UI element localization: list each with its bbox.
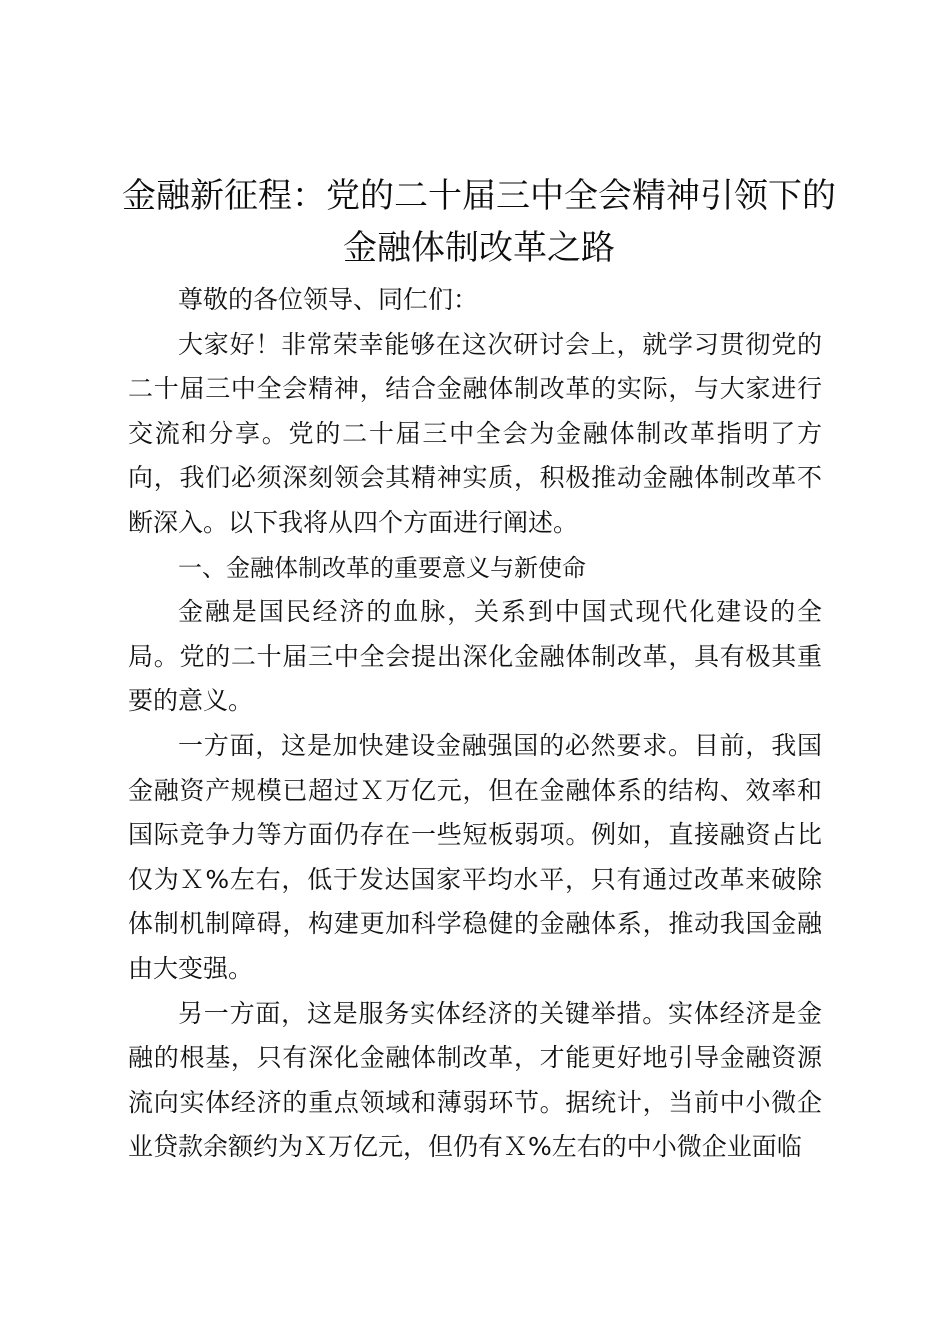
- body-paragraph: 一方面，这是加快建设金融强国的必然要求。目前，我国金融资产规模已超过Ｘ万亿元，但在金融体系的结构、效率和国际竞争力等方面仍存在一些短板弱项。例如，直接融资占比仅为Ｘ%左右，低于发达国家平均水平，只有通过改革来破除体制机制障碍，构建更加科学稳健的金融体系，推动我国金融由大变强。: [128, 730, 822, 983]
- document-title: 金融新征程：党的二十届三中全会精神引领下的金融体制改革之路: [122, 176, 836, 268]
- body-paragraph: 另一方面，这是服务实体经济的关键举措。实体经济是金融的根基，只有深化金融体制改革，才能更好地引导金融资源流向实体经济的重点领域和薄弱环节。据统计，当前中小微企业贷款余额约为Ｘ万亿元，但仍有Ｘ%左右的中小微企业面临: [128, 998, 822, 1162]
- document-body: [128, 278, 822, 1170]
- body-paragraph: 金融是国民经济的血脉，关系到中国式现代化建设的全局。党的二十届三中全会提出深化金融体制改革，具有极其重要的意义。: [128, 597, 822, 716]
- salutation-paragraph: 尊敬的各位领导、同仁们：: [178, 285, 479, 314]
- intro-paragraph: 大家好！非常荣幸能够在这次研讨会上，就学习贯彻党的二十届三中全会精神，结合金融体制改革的实际，与大家进行交流和分享。党的二十届三中全会为金融体制改革指明了方向，我们必须深刻领会其精神实质，积极推动金融体制改革不断深入。以下我将从四个方面进行阐述。: [128, 329, 822, 537]
- section-heading: 一、金融体制改革的重要意义与新使命: [178, 553, 586, 582]
